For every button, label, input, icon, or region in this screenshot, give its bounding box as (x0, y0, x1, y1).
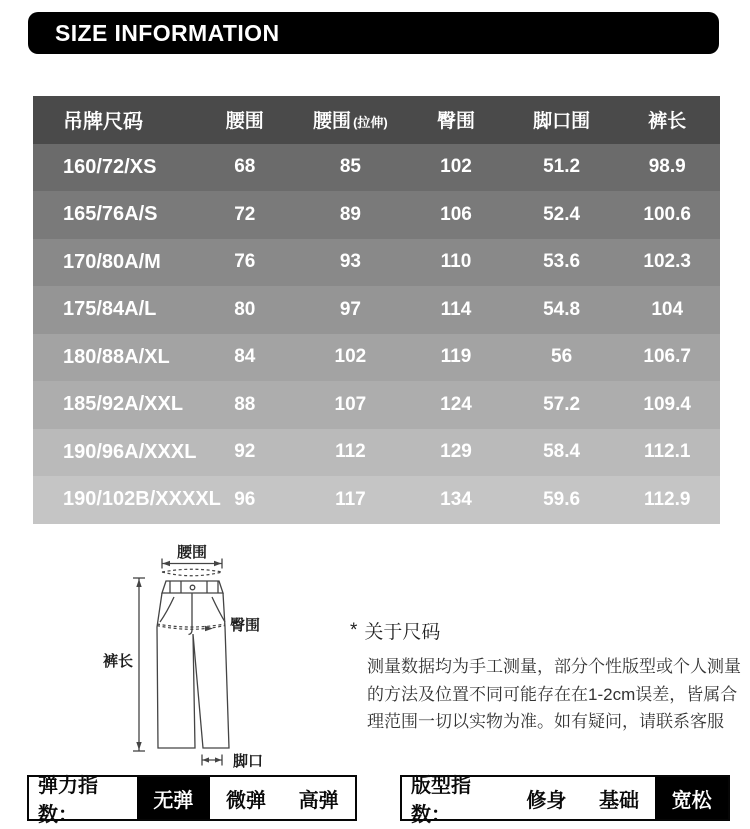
hip-cell: 134 (440, 488, 472, 510)
fit-label: 版型指数： (411, 775, 471, 826)
size-table (33, 96, 720, 524)
fit-option-loose: 宽松 (655, 777, 728, 819)
note-line: 的方法及位置不同可能存在在1-2cm误差，皆属合 (367, 684, 738, 704)
waist-stretch-cell: 102 (334, 346, 367, 368)
size-row-xs (33, 144, 720, 192)
size-row-s (33, 191, 720, 239)
hip-cell: 129 (440, 441, 472, 463)
size-cell: 190/96A/XXXL (63, 440, 197, 463)
waist-cell: 80 (234, 298, 256, 320)
length-cell: 109.4 (643, 393, 691, 415)
hip-dashed-line (157, 624, 225, 631)
waist-stretch-cell: 89 (339, 203, 361, 225)
leg-opening-cell: 59.6 (543, 488, 581, 510)
fly-line (189, 593, 193, 635)
section-title-bar (28, 12, 719, 54)
waist-stretch-cell: 107 (334, 393, 367, 415)
waist-stretch-suffix: (拉伸) (353, 115, 388, 131)
size-cell: 160/72/XS (63, 155, 157, 178)
size-table-header-row (33, 96, 720, 144)
length-measure-arrow (133, 578, 145, 751)
hip-cell: 124 (440, 393, 472, 415)
hip-cell: 102 (440, 156, 472, 178)
leg-opening-cell: 53.6 (543, 251, 581, 273)
leg-opening-cell: 54.8 (543, 298, 581, 320)
size-cell: 165/76A/S (63, 203, 158, 226)
leg-opening-cell: 56 (551, 346, 573, 368)
leg-opening-label: 脚口 (233, 753, 264, 770)
size-row-m (33, 239, 720, 287)
length-cell: 100.6 (643, 203, 691, 225)
fit-option-slim: 修身 (526, 789, 567, 812)
note-line: 测量数据均为手工测量，部分个性版型或个人测量 (367, 657, 741, 676)
hip-label: 臀围 (230, 617, 261, 634)
waist-cell: 68 (234, 156, 256, 178)
leg-opening-cell: 58.4 (543, 441, 581, 463)
size-cell: 170/80A/M (63, 250, 161, 273)
elasticity-label: 弹力指数： (38, 775, 98, 826)
leg-opening-cell: 51.2 (543, 156, 581, 178)
pants-diagram-svg (95, 540, 275, 775)
waist-cell: 76 (234, 251, 256, 273)
length-cell: 104 (651, 298, 684, 320)
elasticity-option-high: 高弹 (298, 789, 339, 812)
size-cell: 180/88A/XL (63, 345, 170, 368)
size-note (350, 617, 746, 736)
col-header-tag-size: 吊牌尺码 (63, 111, 143, 134)
waist-stretch-cell: 97 (339, 298, 361, 320)
length-cell: 98.9 (648, 156, 686, 178)
size-row-xxxxl (33, 476, 720, 524)
length-cell: 102.3 (643, 251, 691, 273)
size-row-l (33, 286, 720, 334)
note-body (367, 653, 746, 736)
waist-cell: 92 (234, 441, 256, 463)
hip-cell: 119 (440, 346, 472, 368)
size-row-xxxl (33, 429, 720, 477)
hip-cell: 114 (440, 298, 472, 320)
waist-dashed-line (162, 572, 222, 576)
hip-cell: 106 (440, 203, 472, 225)
note-title-row (350, 617, 746, 644)
elasticity-index (27, 775, 357, 826)
length-cell: 112.9 (643, 488, 691, 510)
hip-cell: 110 (440, 251, 472, 273)
size-cell: 190/102B/XXXXL (63, 488, 221, 511)
elasticity-option-slight: 微弹 (226, 789, 266, 812)
note-line: 理范围一切以实物为准。如有疑问，请联系客服 (367, 712, 724, 731)
waist-cell: 96 (234, 488, 256, 510)
waist-cell: 72 (234, 203, 256, 225)
measurement-diagram (95, 540, 275, 775)
elasticity-option-none: 无弹 (137, 777, 210, 819)
waist-stretch-cell: 93 (339, 251, 361, 273)
section-title: SIZE INFORMATION (55, 19, 280, 46)
col-header-leg-opening: 脚口围 (533, 111, 591, 133)
waist-cell: 84 (234, 346, 256, 368)
button-icon (190, 585, 195, 590)
leg-opening-cell: 57.2 (543, 393, 581, 415)
waist-stretch-cell: 112 (335, 441, 366, 463)
size-cell: 175/84A/L (63, 298, 157, 321)
col-header-length: 裤长 (648, 111, 687, 133)
waist-stretch-cell: 85 (339, 156, 361, 178)
size-row-xl (33, 334, 720, 382)
waist-dashed-line (162, 569, 222, 572)
col-header-hip: 臀围 (436, 111, 475, 133)
note-title: 关于尺码 (364, 622, 441, 643)
left-pocket-curve (160, 597, 174, 622)
waist-stretch-cell: 117 (335, 488, 366, 510)
leg-opening-cell: 52.4 (543, 203, 581, 225)
length-label: 裤长 (103, 653, 134, 670)
waist-cell: 88 (234, 393, 256, 415)
length-cell: 112.1 (643, 441, 691, 463)
col-header-waist-stretch: 腰围 (拉伸) (313, 111, 388, 133)
fit-option-basic: 基础 (599, 789, 639, 812)
asterisk-marker: * (350, 620, 358, 641)
leg-opening-measure-arrow (202, 755, 222, 766)
waist-label: 腰围 (176, 544, 208, 561)
size-row-xxl (33, 381, 720, 429)
fit-index (400, 775, 730, 826)
col-header-waist: 腰围 (225, 111, 264, 133)
length-cell: 106.7 (643, 346, 691, 368)
size-cell: 185/92A/XXL (63, 393, 184, 416)
pants-outline (157, 581, 229, 748)
